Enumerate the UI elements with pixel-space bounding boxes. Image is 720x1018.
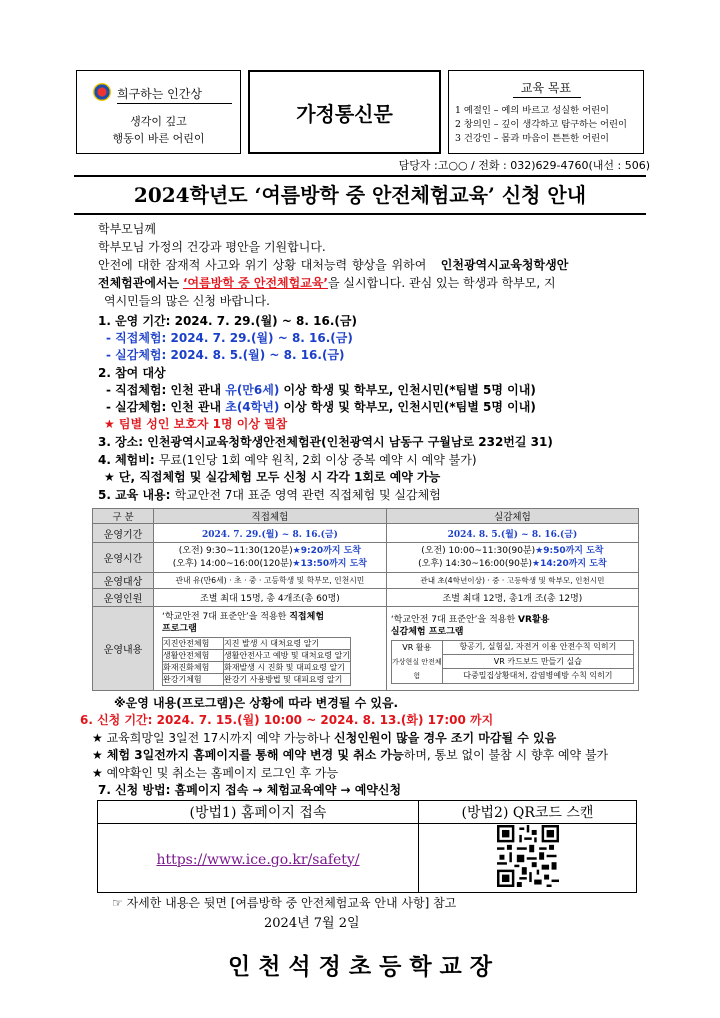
homepage-cell: [98, 824, 419, 893]
greeting-line: 학부모님께: [98, 222, 156, 236]
goals-list: 1 예절인 – 예의 바르고 성실한 어린이 2 창의인 – 깊이 생각하고 탐구하는 어린이 3 건강인 – 몸과 마음이 튼튼한 어린이: [455, 105, 627, 144]
program-row: [163, 650, 351, 662]
cell-content-vr: ‘학교안전 7대 표준안’을 적용한 VR활용 실감체험 프로그램 VR 활용 가상현실 안전체험 항공기, 실험실, 자전거 이용 안전수칙 익히기 VR 카드보드 만들기 실습 다중밀집상황대처, 감염병예방 수칙 익히기: [386, 607, 638, 691]
cell-time-vr: (오전) 10:00~11:30(90분)★9:50까지 도착 (오후) 14:30~16:00(90분)★14:20까지 도착: [386, 543, 638, 573]
method-table: [97, 800, 637, 893]
program-name: 지진안전체험: [163, 638, 224, 650]
note-change-cancel: ★ 체험 3일전까지 홈페이지를 통해 예약 변경 및 취소 가능하며, 통보 없이 불참 시 향후 예약 불가: [92, 748, 609, 762]
item-location: 3. 장소: 인천광역시교육청학생안전체험관(인천광역시 남동구 구월남로 232번길 31): [98, 435, 553, 449]
program-desc: 지진 발생 시 대처요령 알기: [224, 638, 351, 650]
method2-header: (방법2) QR코드 스캔: [419, 801, 637, 824]
item-fee: 4. 체험비: 무료(1인당 1회 예약 원칙, 2회 이상 중복 예약 시 예약 불가): [98, 453, 477, 467]
item-target: 2. 참여 대상: [98, 366, 166, 380]
greeting-line: 안전에 대한 잠재적 사고와 위기 상황 대처능력 향상을 위하여 인천광역시교육청학생안: [98, 258, 569, 272]
program-name: 화재진화체험: [163, 662, 224, 674]
cell-capacity-direct: 조별 최대 15명, 총 4개조(총 60명): [154, 589, 387, 607]
method1-header: (방법1) 홈페이지 접속: [98, 801, 419, 824]
cell-capacity-vr: 조별 최대 12명, 총1개 조(총 12명): [386, 589, 638, 607]
row-label: 운영기간: [93, 524, 154, 543]
cell-time-direct: (오전) 9:30~11:30(120분)★9:20까지 도착 (오후) 14:00~16:00(120분)★13:50까지 도착: [154, 543, 387, 573]
newsletter-title: 가정통신문: [248, 70, 441, 154]
item-content: 5. 교육 내용: 학교안전 7대 표준 영역 관련 직접체험 및 실감체험: [98, 488, 441, 502]
table-header: 직접체험: [154, 509, 387, 524]
school-emblem-icon: [93, 83, 111, 101]
motto-box: [76, 70, 241, 154]
principal-signature: 인 천 석 정 초 등 학 교 장: [227, 953, 493, 980]
homepage-link[interactable]: https://www.ice.go.kr/safety/: [156, 851, 360, 868]
note-change: ※운영 내용(프로그램)은 상황에 따라 변경될 수 있음.: [114, 696, 399, 710]
motto-title: 희구하는 인간상: [117, 87, 202, 101]
issue-date: 2024년 7월 2일: [264, 916, 360, 931]
item-target-vr: - 실감체험: 인천 관내 초(4학년) 이상 학생 및 학부모, 인천시민(*팀별 5명 이내): [106, 400, 536, 414]
program-table: [92, 508, 639, 691]
row-label: 운영내용: [93, 607, 154, 691]
program-name: 생활안전체험: [163, 650, 224, 662]
item-period-vr: - 실감체험: 2024. 8. 5.(월) ~ 8. 16.(금): [106, 348, 345, 362]
reference-note: ☞ 자세한 내용은 뒷면 [여름방학 중 안전체험교육 안내 사항] 참고: [112, 896, 457, 910]
qr-code-icon[interactable]: [497, 825, 559, 887]
goals-box: [448, 70, 644, 154]
row-label: 운영인원: [93, 589, 154, 607]
cell-target-direct: 관내 유(만6세) · 초 · 중 · 고등학생 및 학부모, 인천시민: [154, 573, 387, 589]
cell-content-direct: ‘학교안전 7대 표준안’을 적용한 직접체험 프로그램 지진안전체험 지진 발생 시 대처요령 알기 생활안전체험 생활안전사고 예방 및 대처요령 알기 화재진화체험 화재발생 시 진화 및 대피요령 알기 완강기체험 완강기 사용방법 및 대피요령 알기: [154, 607, 387, 691]
qr-cell: [419, 824, 637, 893]
item-target-direct: - 직접체험: 인천 관내 유(만6세) 이상 학생 및 학부모, 인천시민(*팀별 5명 이내): [106, 383, 536, 397]
row-label: 운영대상: [93, 573, 154, 589]
note-deadline: ★ 교육희망일 3일전 17시까지 예약 가능하나 신청인원이 많을 경우 조기 마감될 수 있음: [92, 731, 557, 745]
item-period: 1. 운영 기간: 2024. 7. 29.(월) ~ 8. 16.(금): [98, 314, 357, 328]
item-apply-period: 6. 신청 기간: 2024. 7. 15.(월) 10:00 ~ 2024. 8. 13.(화) 17:00 까지: [80, 713, 494, 727]
program-row: [163, 674, 351, 686]
row-label: 운영시간: [93, 543, 154, 573]
goals-title: 교육 목표: [520, 81, 572, 95]
program-desc: 생활안전사고 예방 및 대처요령 알기: [224, 651, 351, 660]
greeting-line: 학부모님 가정의 건강과 평안을 기원합니다.: [98, 240, 326, 254]
item-fee-note: ★ 단, 직접체험 및 실감체험 모두 신청 시 각각 1회로 예약 가능: [104, 470, 441, 484]
cell-period-direct: 2024. 7. 29.(월) ~ 8. 16.(금): [154, 524, 387, 543]
page-title: 2024학년도 ‘여름방학 중 안전체험교육’ 신청 안내: [74, 175, 646, 215]
vr-program-list: VR 활용 가상현실 안전체험 항공기, 실험실, 자전거 이용 안전수칙 익히기 VR 카드보드 만들기 실습 다중밀집상황대처, 감염병예방 수칙 익히기: [391, 640, 634, 684]
table-header: 구 분: [93, 509, 154, 524]
note-login: ★ 예약확인 및 취소는 홈페이지 로그인 후 가능: [92, 766, 339, 780]
table-header: 실감체험: [386, 509, 638, 524]
direct-program-list: [162, 637, 351, 686]
motto-text: 생각이 깊고 행동이 바른 어린이: [112, 115, 205, 145]
greeting-line: 역시민들의 많은 신청 바랍니다.: [104, 294, 270, 308]
greeting-line: 전체험관에서는 ‘여름방학 중 안전체험교육’을 실시합니다. 관심 있는 학생과 학부모, 지: [98, 276, 556, 290]
cell-target-vr: 관내 초(4학년이상) · 중 · 고등학생 및 학부모, 인천시민: [386, 573, 638, 589]
program-row: [163, 662, 351, 674]
item-guardian: ★ 팀별 성인 보호자 1명 이상 필참: [104, 417, 288, 431]
program-row: [163, 638, 351, 650]
cell-period-vr: 2024. 8. 5.(월) ~ 8. 16.(금): [386, 524, 638, 543]
program-desc: 화재발생 시 진화 및 대피요령 알기: [224, 662, 351, 674]
program-name: 완강기체험: [163, 674, 224, 686]
contact-info: 담당자 :고○○ / 전화 : 032)629-4760(내선 : 506): [398, 159, 650, 172]
program-desc: 완강기 사용방법 및 대피요령 알기: [224, 674, 351, 686]
item-period-direct: - 직접체험: 2024. 7. 29.(월) ~ 8. 16.(금): [106, 331, 353, 345]
item-apply-method: 7. 신청 방법: 홈페이지 접속 → 체험교육예약 → 예약신청: [98, 783, 402, 797]
